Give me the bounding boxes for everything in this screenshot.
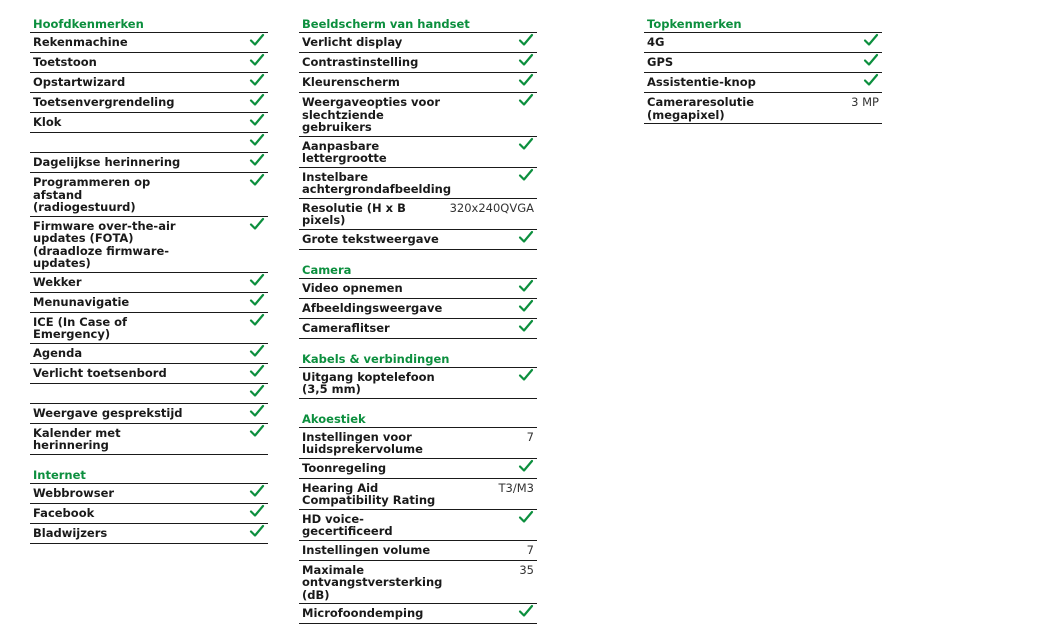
spec-row — [299, 561, 537, 605]
spec-row — [299, 73, 537, 93]
checkmark-icon — [518, 73, 534, 87]
spec-row — [299, 299, 537, 319]
spec-label: GPS — [647, 55, 674, 69]
spec-row — [30, 217, 268, 273]
checkmark-icon — [863, 53, 879, 67]
spec-label: Grote tekstweergave — [302, 231, 439, 246]
spec-row — [644, 53, 882, 73]
spec-label: Toonregeling — [302, 460, 387, 475]
spec-row — [299, 428, 537, 459]
spec-label: Weergaveopties voor slechtziende gebruikers — [302, 95, 441, 134]
spec-section — [299, 352, 537, 399]
section-title: Kabels & verbindingen — [299, 352, 537, 368]
checkmark-icon — [518, 137, 534, 151]
checkmark-icon — [518, 93, 534, 107]
spec-row — [299, 230, 537, 250]
checkmark-icon — [249, 344, 265, 358]
checkmark-icon — [249, 524, 265, 538]
spec-row — [30, 404, 268, 424]
spec-row — [299, 541, 537, 561]
section-title: Internet — [30, 468, 268, 484]
spec-label: Aanpasbare lettergrootte — [302, 138, 387, 165]
checkmark-icon — [249, 173, 265, 187]
checkmark-icon — [518, 53, 534, 67]
spec-value: 320x240QVGA — [449, 200, 534, 215]
spec-label: Contrastinstelling — [302, 55, 419, 69]
spec-row — [30, 313, 268, 344]
checkmark-icon — [249, 133, 265, 147]
spec-label: Maximale ontvangstversterking (dB) — [302, 562, 443, 602]
spec-row — [30, 364, 268, 384]
spec-row — [30, 273, 268, 293]
spec-row — [299, 510, 537, 541]
spec-row — [299, 53, 537, 73]
spec-label: Hearing Aid Compatibility Rating — [302, 480, 436, 507]
spec-label: Facebook — [33, 505, 95, 520]
spec-section — [30, 17, 268, 455]
checkmark-icon — [249, 113, 265, 127]
checkmark-icon — [518, 368, 534, 382]
spec-label: Dagelijkse herinnering — [33, 155, 181, 169]
checkmark-icon — [863, 33, 879, 47]
spec-section — [299, 263, 537, 339]
spec-label: Klok — [33, 115, 62, 129]
spec-row — [299, 368, 537, 399]
spec-label: Weergave gesprekstijd — [33, 405, 183, 420]
section-title: Hoofdkenmerken — [30, 17, 268, 33]
checkmark-icon — [249, 364, 265, 378]
spec-label: Uitgang koptelefoon (3,5 mm) — [302, 369, 435, 396]
spec-row — [30, 504, 268, 524]
spec-label: Instellingen voor luidsprekervolume — [302, 429, 423, 456]
spec-row — [30, 484, 268, 504]
spec-label: Kleurenscherm — [302, 75, 400, 89]
spec-label: Toetsenvergrendeling — [33, 95, 175, 109]
spec-label: Toetstoon — [33, 55, 97, 69]
spec-label: Afbeeldingsweergave — [302, 300, 443, 315]
checkmark-icon — [249, 217, 265, 231]
checkmark-icon — [249, 33, 265, 47]
spec-label: Webbrowser — [33, 485, 115, 500]
checkmark-icon — [518, 459, 534, 473]
checkmark-icon — [249, 53, 265, 67]
checkmark-icon — [518, 279, 534, 293]
spec-label: 4G — [647, 35, 665, 49]
column-1 — [30, 17, 268, 557]
spec-row — [299, 33, 537, 53]
spec-value: 3 MP — [851, 95, 879, 109]
checkmark-icon — [249, 73, 265, 87]
spec-row — [299, 93, 537, 137]
spec-label: Microfoondemping — [302, 606, 424, 620]
checkmark-icon — [518, 168, 534, 182]
checkmark-icon — [518, 510, 534, 524]
checkmark-icon — [863, 73, 879, 87]
spec-row — [30, 173, 268, 217]
spec-row — [299, 319, 537, 339]
column-3 — [644, 17, 882, 137]
spec-section — [30, 468, 268, 544]
spec-row — [299, 604, 537, 624]
spec-row — [30, 524, 268, 544]
spec-row — [30, 344, 268, 364]
spec-section — [299, 412, 537, 625]
spec-section — [644, 17, 882, 124]
spec-value: 7 — [526, 542, 534, 557]
spec-row — [30, 424, 268, 455]
spec-label: Agenda — [33, 345, 83, 360]
checkmark-icon — [249, 424, 265, 438]
section-title: Beeldscherm van handset — [299, 17, 537, 33]
checkmark-icon — [249, 313, 265, 327]
checkmark-icon — [249, 93, 265, 107]
spec-row — [299, 168, 537, 199]
checkmark-icon — [249, 293, 265, 307]
checkmark-icon — [249, 484, 265, 498]
spec-label: Wekker — [33, 274, 82, 289]
section-title: Akoestiek — [299, 412, 537, 428]
spec-label: Programmeren op afstand (radiogestuurd) — [33, 175, 151, 214]
spec-row — [30, 113, 268, 133]
section-title: Topkenmerken — [644, 17, 882, 33]
checkmark-icon — [249, 273, 265, 287]
spec-value: T3/M3 — [498, 480, 534, 495]
spec-label: Cameraflitser — [302, 320, 390, 335]
spec-row — [30, 53, 268, 73]
spec-label: Kalender met herinnering — [33, 425, 121, 452]
spec-label: Opstartwizard — [33, 75, 126, 89]
spec-value: 7 — [526, 429, 534, 444]
spec-row — [644, 33, 882, 53]
checkmark-icon — [518, 33, 534, 47]
spec-label: Assistentie-knop — [647, 75, 756, 89]
spec-label: Video opnemen — [302, 280, 403, 295]
spec-label: Rekenmachine — [33, 35, 128, 49]
spec-label: HD voice-gecertificeerd — [302, 511, 393, 538]
spec-row — [299, 459, 537, 479]
spec-label: Verlicht toetsenbord — [33, 365, 167, 380]
spec-label: Bladwijzers — [33, 525, 108, 540]
spec-row — [299, 199, 537, 230]
checkmark-icon — [518, 319, 534, 333]
spec-row — [30, 33, 268, 53]
spec-row — [30, 133, 268, 153]
spec-row — [30, 293, 268, 313]
spec-row — [30, 153, 268, 173]
spec-value: 35 — [519, 562, 534, 577]
column-2 — [299, 17, 537, 637]
spec-label: Cameraresolutie (megapixel) — [647, 95, 754, 122]
checkmark-icon — [249, 404, 265, 418]
spec-row — [299, 479, 537, 510]
section-title: Camera — [299, 263, 537, 279]
spec-section — [299, 17, 537, 250]
spec-row — [644, 73, 882, 93]
spec-label: Instellingen volume — [302, 542, 431, 557]
spec-row — [299, 137, 537, 168]
spec-row — [299, 279, 537, 299]
checkmark-icon — [249, 504, 265, 518]
checkmark-icon — [249, 153, 265, 167]
spec-label: Menunavigatie — [33, 294, 130, 309]
checkmark-icon — [518, 230, 534, 244]
checkmark-icon — [518, 299, 534, 313]
spec-label: Instelbare achtergrondafbeelding — [302, 169, 452, 196]
spec-row — [30, 73, 268, 93]
checkmark-icon — [249, 384, 265, 398]
spec-row — [30, 93, 268, 113]
checkmark-icon — [518, 604, 534, 618]
spec-label: ICE (In Case of Emergency) — [33, 314, 128, 341]
spec-label: Verlicht display — [302, 35, 403, 49]
spec-row — [644, 93, 882, 124]
spec-label: Resolutie (H x B pixels) — [302, 200, 406, 227]
spec-label: Firmware over-the-air updates (FOTA) (draadloze firmware-updates) — [33, 218, 176, 270]
spec-row — [30, 384, 268, 404]
